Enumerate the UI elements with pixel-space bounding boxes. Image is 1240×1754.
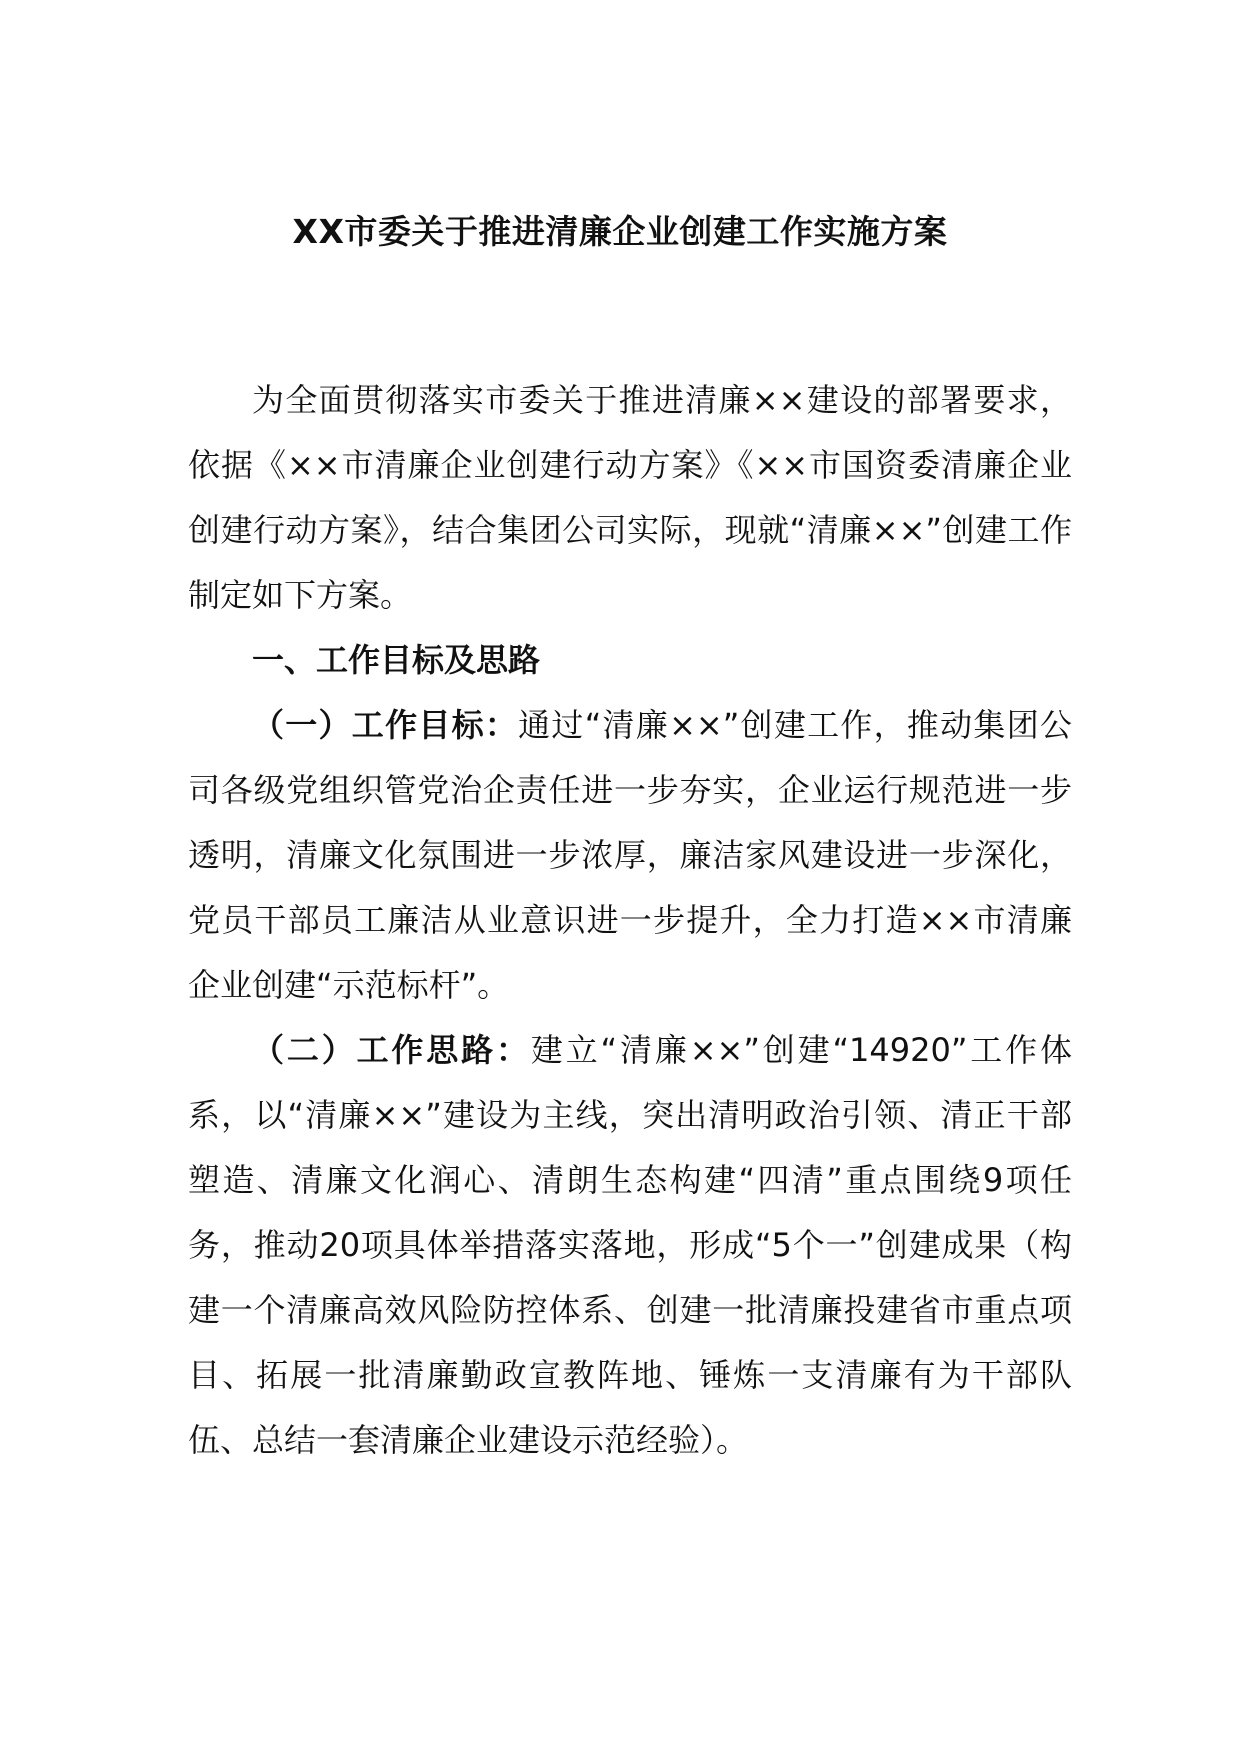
work-approach-text: 建立“清廉××”创建“14920”工作体系，以“清廉××”建设为主线，突出清明政治引领、清正干部塑造、清廉文化润心、清朗生态构建“四清”重点围绕9项任务，推动20项具体举措落实落地，形成“5个一”创建成果（构建一个清廉高效风险防控体系、创建一批清廉投建省市重点项目、拓展一批清廉勤政宣教阵地、锤炼一支清廉有为干部队伍、总结一套清廉企业建设示范经验）。 xyxy=(188,1031,1072,1459)
work-approach-paragraph xyxy=(188,1018,1072,1473)
work-approach-label: （二）工作思路： xyxy=(252,1031,531,1069)
document-body xyxy=(188,368,1072,1473)
work-goal-text: 通过“清廉××”创建工作，推动集团公司各级党组织管党治企责任进一步夯实，企业运行规范进一步透明，清廉文化氛围进一步浓厚，廉洁家风建设进一步深化，党员干部员工廉洁从业意识进一步提升，全力打造××市清廉企业创建“示范标杆”。 xyxy=(188,706,1072,1004)
intro-paragraph: 为全面贯彻落实市委关于推进清廉××建设的部署要求，依据《××市清廉企业创建行动方案》《××市国资委清廉企业创建行动方案》，结合集团公司实际，现就“清廉××”创建工作制定如下方案。 xyxy=(188,381,1072,614)
section-heading: 一、工作目标及思路 xyxy=(252,641,541,679)
work-goal-label: （一）工作目标： xyxy=(252,706,519,744)
work-goal-paragraph xyxy=(188,693,1072,1018)
document-title: XX市委关于推进清廉企业创建工作实施方案 xyxy=(292,212,948,251)
